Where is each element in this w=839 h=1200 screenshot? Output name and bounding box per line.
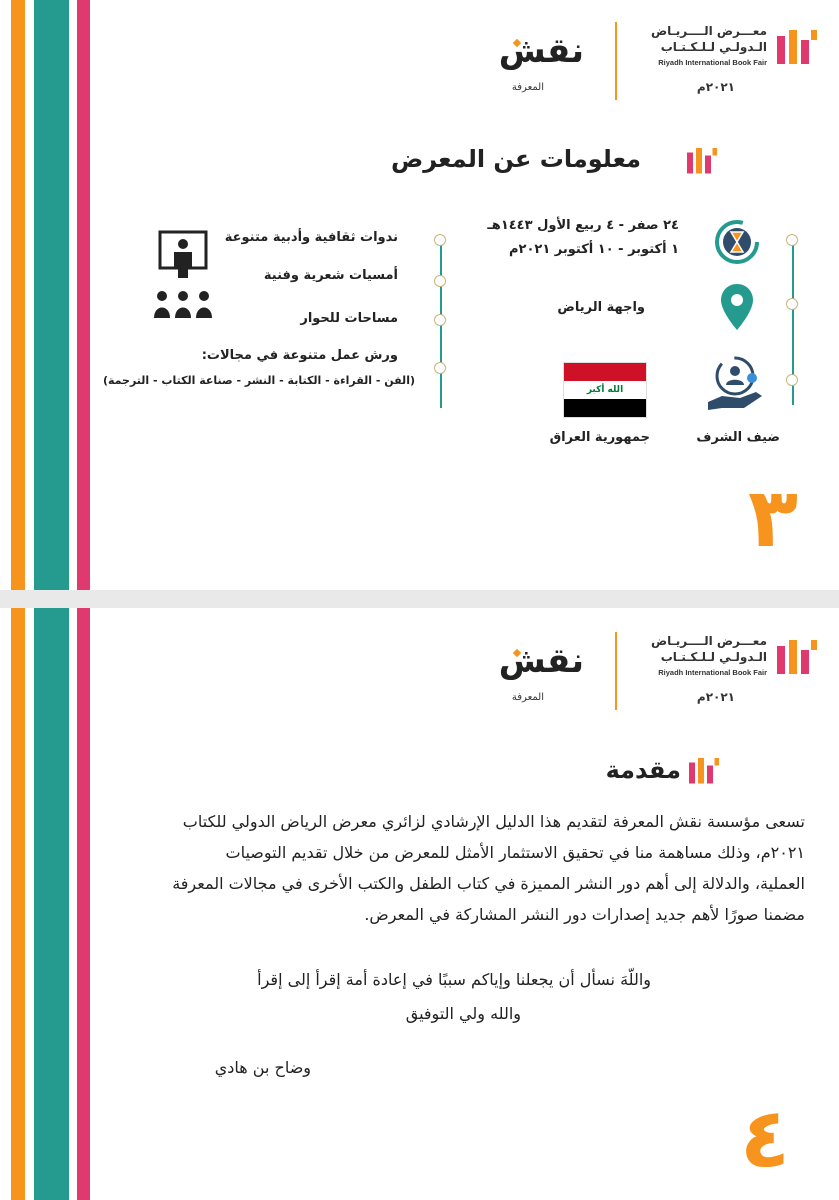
activity-item: ندوات ثقافية وأدبية متنوعة — [224, 230, 398, 245]
date-hijri-text: ٢٤ صفر - ٤ ربيع الأول ١٤٤٣هـ — [487, 218, 679, 233]
naqsh-logo — [484, 20, 594, 100]
orange-stripe — [11, 0, 25, 590]
flag-black-band — [564, 399, 646, 417]
fair-year: ٢٠٢١م — [696, 690, 735, 704]
flag-red-band — [564, 363, 646, 381]
page-title: مقدمة — [605, 756, 681, 784]
workshop-topics: (الفن - القراءة - الكتابة - النشر - صناعة الكتاب - الترجمة) — [102, 374, 415, 387]
date-hijri — [487, 218, 679, 233]
naqsh-logo-sub: المعرفة — [511, 692, 544, 703]
timeline-dot — [786, 298, 798, 310]
signature: وضاح بن هادي — [214, 1058, 311, 1077]
teal-stripe — [34, 608, 69, 1200]
naqsh-logo-sub: المعرفة — [511, 82, 544, 93]
pink-stripe — [77, 608, 90, 1200]
guest-hand-icon — [704, 352, 766, 416]
riyadh-book-fair-logo — [619, 632, 819, 712]
closing-line: والله ولي التوفيق — [405, 1004, 521, 1023]
page-3 — [0, 0, 839, 590]
activity-item: أمسيات شعرية وفنية — [263, 268, 398, 283]
flag-text: الله أكبر — [586, 385, 624, 395]
fair-name-line2: الـدولـي لـلـكـتـاب — [660, 650, 767, 664]
fair-name-line1: معـــرض الــــريـاض — [650, 634, 767, 648]
naqsh-logo-text: نقش — [498, 641, 584, 681]
guest-label: ضيف الشرف — [696, 430, 780, 445]
paragraph-line: مضمنا صورًا لأهم جديد إصدارات دور النشر المشاركة في المعرض. — [364, 905, 805, 924]
date-gregorian-text: ١ أكتوبر - ١٠ أكتوبر ٢٠٢١م — [508, 242, 679, 257]
fair-name-line2: الـدولـي لـلـكـتـاب — [660, 40, 767, 54]
header-divider — [615, 632, 617, 710]
paragraph-line: تسعى مؤسسة نقش المعرفة لتقديم هذا الدليل الإرشادي لزائري معرض الرياض الدولي للكتاب — [182, 812, 805, 831]
prayer-line: واللّهَ نسأل أن يجعلنا وإياكم سببًا في إعادة أمة إقرأ إلى إقرأ — [257, 970, 651, 989]
timeline-dot — [434, 362, 446, 374]
page-4 — [0, 608, 839, 1200]
timeline-dot — [434, 275, 446, 287]
timeline-dot — [786, 374, 798, 386]
activity-item: مساحات للحوار — [300, 311, 398, 326]
teal-stripe — [34, 0, 69, 590]
flag-white-band — [564, 381, 646, 399]
location-pin-icon — [718, 282, 756, 332]
paragraph-line: ٢٠٢١م، وذلك مساهمة منا في تحقيق الاستثمار الأمثل للمعرض من خلال تقديم التوصيات — [225, 843, 805, 862]
lecture-podium-icon — [152, 230, 214, 322]
timeline-dot — [434, 314, 446, 326]
timeline-dot — [786, 234, 798, 246]
activity-item: ورش عمل متنوعة في مجالات: — [201, 348, 398, 363]
venue-text: واجهة الرياض — [557, 300, 645, 315]
pink-stripe — [77, 0, 90, 590]
intro-paragraph — [115, 806, 805, 930]
page-number: ٣ — [748, 471, 799, 566]
orange-stripe — [11, 608, 25, 1200]
fair-name-line1: معـــرض الــــريـاض — [650, 24, 767, 38]
date-gregorian — [509, 242, 679, 257]
fair-name-en: Riyadh International Book Fair — [658, 668, 767, 677]
guest-country: جمهورية العراق — [549, 430, 650, 445]
page-title: معلومات عن المعرض — [390, 145, 641, 173]
paragraph-line: العملية، والدلالة إلى أهم دور النشر المميزة في كتاب الطفل والكتب الأخرى في مجالات المعرفة — [172, 874, 805, 893]
timeline-dot — [434, 234, 446, 246]
title-mark-icon — [686, 755, 722, 785]
riyadh-book-fair-logo — [619, 22, 819, 102]
page-number: ٤ — [740, 1091, 791, 1186]
page-gap — [0, 590, 839, 608]
iraq-flag — [563, 362, 647, 418]
hourglass-cycle-icon — [713, 218, 761, 266]
fair-mark-icon — [775, 636, 819, 676]
naqsh-logo-text: نقش — [498, 31, 584, 71]
naqsh-logo — [484, 630, 594, 710]
fair-mark-icon — [775, 26, 819, 66]
title-mark-icon — [684, 145, 720, 175]
header-divider — [615, 22, 617, 100]
fair-name-en: Riyadh International Book Fair — [658, 58, 767, 67]
fair-year: ٢٠٢١م — [696, 80, 735, 94]
